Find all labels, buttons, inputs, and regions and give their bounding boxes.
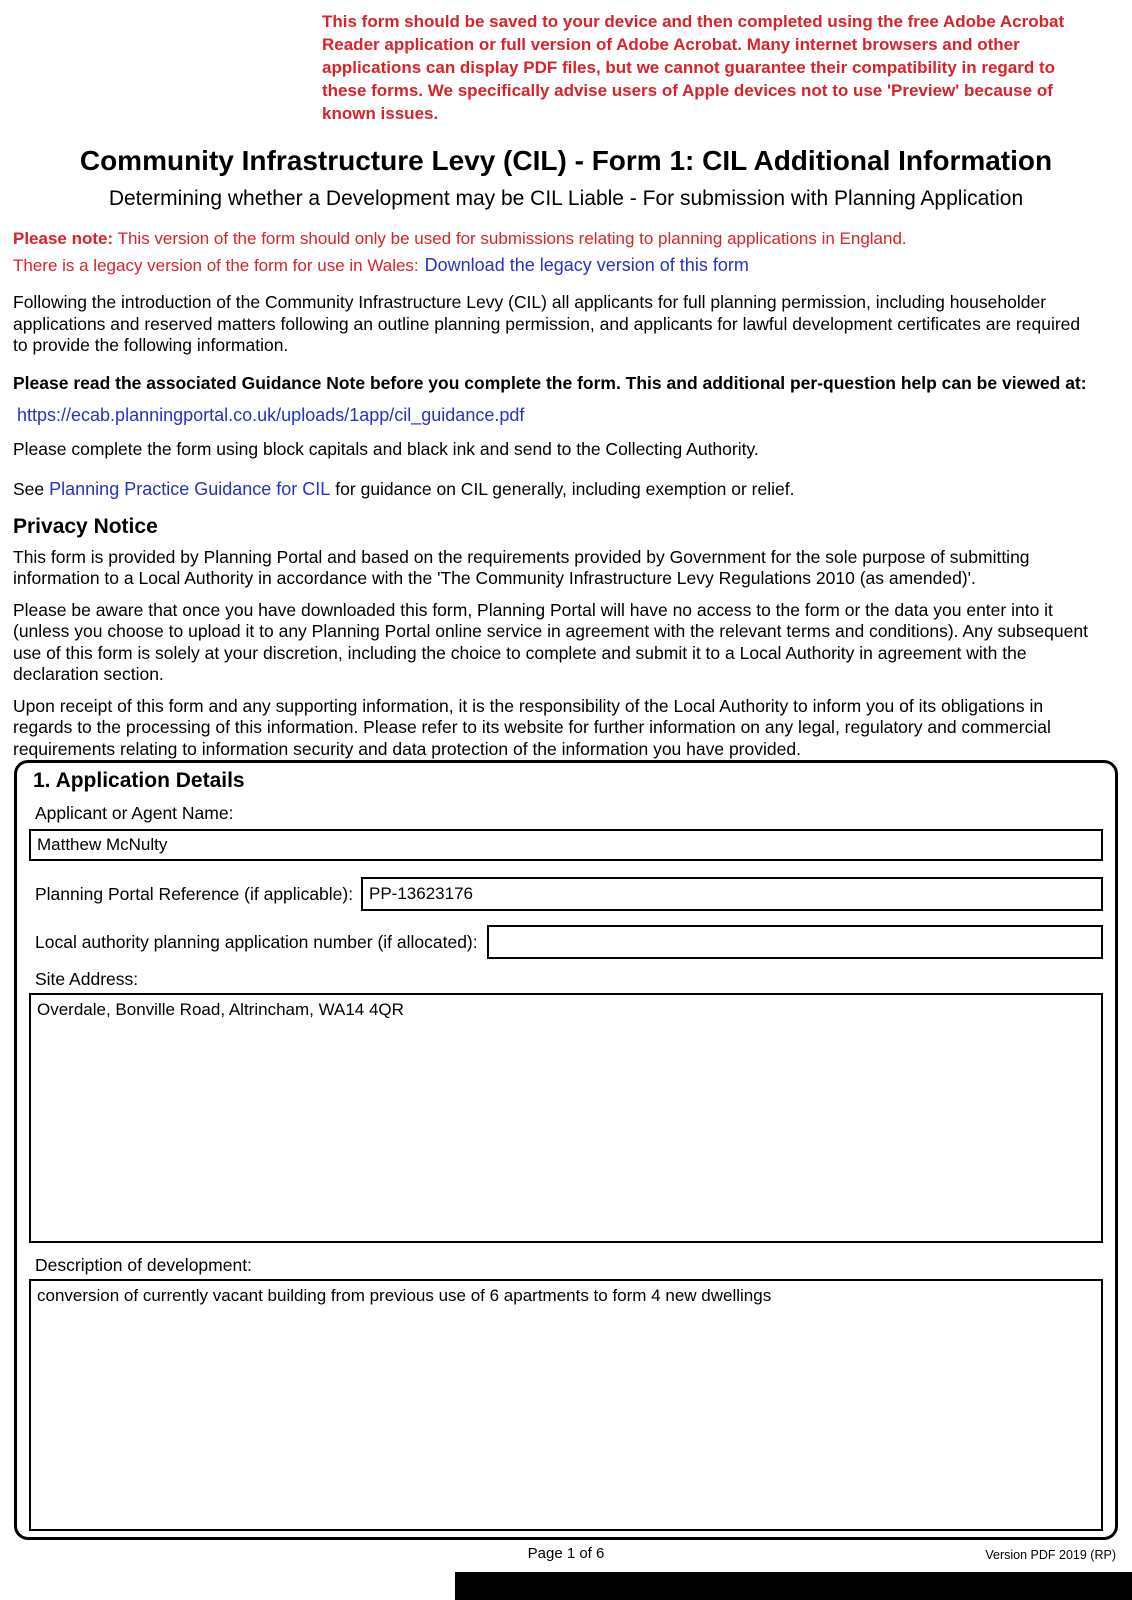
guidance-note-text: Please read the associated Guidance Note before you complete the form. This and additional per-question help can be viewed at: bbox=[13, 372, 1087, 393]
guidance-link-line bbox=[17, 404, 1092, 427]
bottom-black-bar bbox=[455, 1572, 1132, 1600]
cil-guidance-link[interactable]: https://ecab.planningportal.co.uk/uploads/1app/cil_guidance.pdf bbox=[17, 405, 525, 425]
page-footer bbox=[0, 1545, 1132, 1565]
la-number-row bbox=[29, 925, 1103, 959]
please-note-line bbox=[13, 227, 1092, 250]
intro-paragraph: Following the introduction of the Community Infrastructure Levy (CIL) all applicants for full planning permission, including householder applications and reserved matters following an outline planning permission, and applicants for lawful development certificates are required to provide the following information. bbox=[13, 292, 1081, 355]
site-address-label: Site Address: bbox=[35, 969, 139, 989]
la-number-label: Local authority planning application number (if allocated): bbox=[35, 932, 478, 952]
please-note-label: Please note: bbox=[13, 229, 114, 248]
pp-reference-input[interactable] bbox=[361, 877, 1103, 911]
pp-reference-row bbox=[29, 877, 1103, 911]
ppg-guidance-line bbox=[13, 477, 1092, 501]
ppg-link[interactable]: Planning Practice Guidance for CIL bbox=[49, 478, 331, 499]
see-prefix-text: See bbox=[13, 478, 45, 499]
description-label: Description of development: bbox=[35, 1255, 252, 1275]
la-number-input[interactable] bbox=[487, 925, 1103, 959]
applicant-name-input[interactable] bbox=[29, 829, 1103, 861]
site-address-textarea[interactable] bbox=[29, 993, 1103, 1243]
wales-note-text: There is a legacy version of the form for use in Wales: bbox=[13, 256, 419, 275]
legacy-form-link[interactable]: Download the legacy version of this form bbox=[424, 255, 749, 275]
form-subtitle: Determining whether a Development may be CIL Liable - For submission with Planning Application bbox=[108, 187, 1024, 210]
privacy-paragraph-1: This form is provided by Planning Portal and based on the requirements provided by Government for the sole purpose of submitting information to a Local Authority in accordance with the 'The Community Infrastructure Levy Regulations 2010 (as amended)'. bbox=[13, 546, 1030, 588]
form-title: Community Infrastructure Levy (CIL) - Form 1: CIL Additional Information bbox=[79, 145, 1053, 176]
applicant-name-label: Applicant or Agent Name: bbox=[35, 803, 234, 823]
pp-reference-label: Planning Portal Reference (if applicable): bbox=[35, 884, 354, 904]
adobe-warning-text: This form should be saved to your device and then completed using the free Adobe Acrobat Reader application or full version of Adobe Acrobat. Many internet browsers and other applications can display PDF files, but we cannot guarantee their compatibility in regard to these forms. We specifically advise users of Apple devices not to use 'Preview' because of known issues. bbox=[322, 12, 1065, 123]
privacy-paragraph-3: Upon receipt of this form and any supporting information, it is the responsibility of the Local Authority to inform you of its obligations in regards to the processing of this information. Please refer to its website for further information on any legal, regulatory and commercial requirements relating to information security and data protection of the information you have provided. bbox=[13, 695, 1051, 759]
please-note-text: This version of the form should only be used for submissions relating to planning applications in England. bbox=[113, 229, 907, 248]
application-details-heading: 1. Application Details bbox=[33, 769, 245, 792]
page-intro bbox=[0, 0, 1132, 760]
description-textarea[interactable] bbox=[29, 1279, 1103, 1531]
block-capitals-text: Please complete the form using block capitals and black ink and send to the Collecting Authority. bbox=[13, 439, 759, 459]
version-label: Version PDF 2019 (RP) bbox=[985, 1548, 1116, 1562]
see-suffix-text: for guidance on CIL generally, including exemption or relief. bbox=[335, 478, 795, 499]
application-details-section bbox=[14, 760, 1118, 1540]
wales-note-line bbox=[13, 253, 1092, 278]
page-number: Page 1 of 6 bbox=[527, 1545, 605, 1562]
privacy-heading: Privacy Notice bbox=[13, 514, 158, 538]
privacy-paragraph-2: Please be aware that once you have downloaded this form, Planning Portal will have no access to the form or the data you enter into it (unless you choose to upload it to any Planning Portal online service in agreement with the relevant terms and conditions). Any subsequent use of this form is solely at your discretion, including the choice to complete and submit it to a Local Authority in agreement with the declaration section. bbox=[13, 599, 1088, 684]
